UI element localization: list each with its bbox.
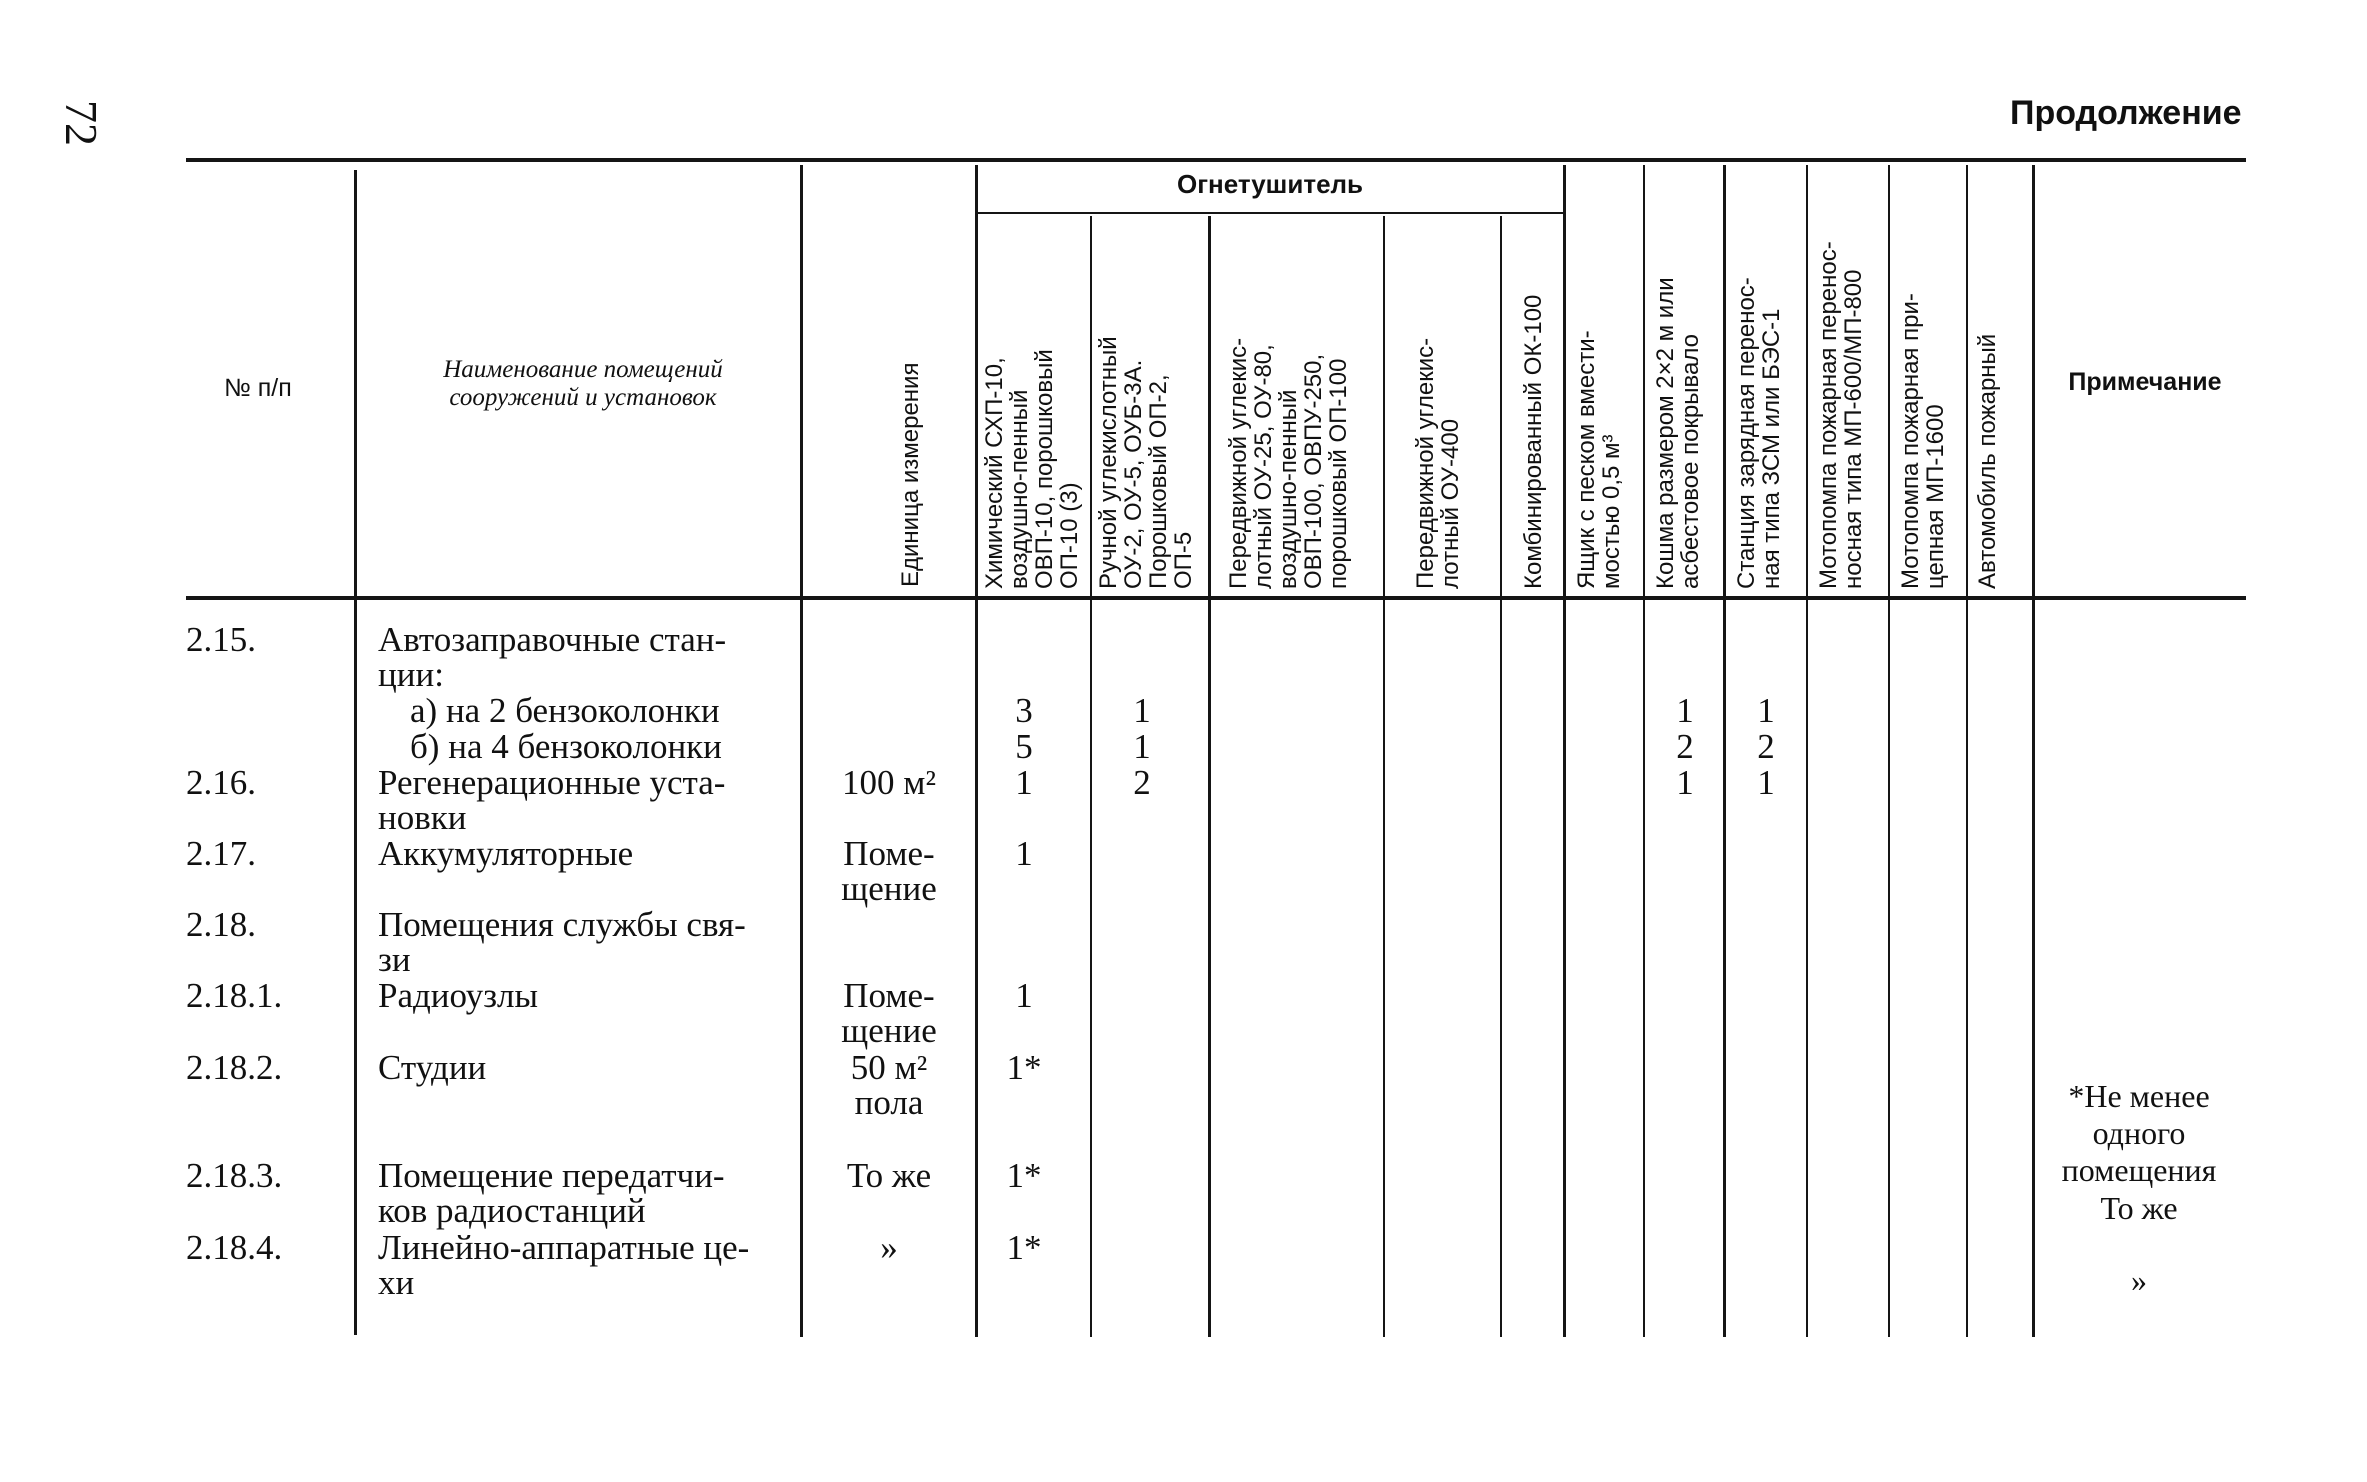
row-num: 2.18.1. [186,976,283,1015]
header-extinguisher-group: Огнетушитель [1176,169,1364,199]
header-auto-text: Автомобиль пожарный [1974,333,2001,589]
extinguisher-group-rule [975,212,1565,214]
continued-label: Продолжение [2010,94,2242,132]
row-val-chem: 1 [1015,976,1033,1015]
row-val-chem: 1 [1015,763,1033,802]
header-auto [1968,165,2032,593]
row-unit: То же [846,1156,932,1195]
row-val-chem: 3 [1015,691,1033,730]
header-mobile [1211,216,1383,593]
row-note: То же [2100,1190,2178,1226]
row-val-station: 1 [1757,691,1775,730]
header-manual-text: Ручной углекислотный ОУ-2, ОУ-5, ОУБ-3А. Порошковый ОП-2, ОП-5 [1095,336,1197,589]
row-num: 2.18.3. [186,1156,283,1195]
header-sand-text: Ящик с песком вмести- мостью 0,5 м³ [1573,330,1625,589]
header-unit [803,165,975,593]
row-name: Автозаправочные стан- ции: [378,620,727,694]
row-unit: » [880,1228,898,1267]
row-val-station: 2 [1757,727,1775,766]
header-felt-text: Кошма размером 2×2 м или асбестовое покрывало [1652,277,1704,589]
row-name: Помещения службы свя- зи [378,905,746,979]
col-line [354,170,357,1335]
header-mobile-text: Передвижной углекис- лотный ОУ-25, ОУ-80, воздушно-пенный ОВП-100, ОВПУ-250, порошковый ОП-100 [1225,337,1352,589]
header-mobile400-text: Передвижной углекис- лотный ОУ-400 [1412,337,1464,589]
header-num: № п/п [224,374,292,402]
row-num: 2.18.4. [186,1228,283,1267]
row-num: 2.17. [186,834,256,873]
row-unit: Поме- щение [841,976,937,1050]
row-val-manual: 1 [1133,727,1151,766]
row-num: 2.18.2. [186,1048,283,1087]
row-name: Линейно-аппаратные це- хи [378,1228,750,1302]
row-val-felt: 1 [1676,763,1694,802]
row-unit: Поме- щение [841,834,937,908]
header-pump-trailer [1890,165,1966,593]
header-chem [978,216,1090,593]
header-pump-trailer-text: Мотопомпа пожарная при- цепная МП-1600 [1897,293,1949,589]
row-val-chem: 1* [1006,1228,1042,1267]
header-unit-text: Единица измерения [897,362,924,587]
row-num: 2.15. [186,620,256,659]
header-mobile400 [1385,216,1500,593]
row-val-chem: 1* [1006,1048,1042,1087]
row-note: » [2131,1262,2147,1298]
row-val-felt: 2 [1676,727,1694,766]
header-pump-portable-text: Мотопомпа пожарная перенос- носная типа МП-600/МП-800 [1815,241,1867,589]
page-number: 72 [56,100,107,146]
row-unit: 50 м² пола [850,1048,928,1122]
row-name: б) на 4 бензоколонки [410,727,722,766]
row-num: 2.18. [186,905,256,944]
row-val-chem: 5 [1015,727,1033,766]
row-val-manual: 2 [1133,763,1151,802]
header-manual [1092,216,1208,593]
row-name: Помещение передатчи- ков радиостанций [378,1156,725,1230]
header-comb-text: Комбинированный ОК-100 [1520,294,1547,589]
header-station-text: Станция зарядная перенос- ная типа ЗСМ или БЭС-1 [1733,277,1785,589]
table-top-rule [186,158,2246,162]
row-note: *Не менее одного помещения [2061,1078,2217,1188]
header-sand [1566,165,1643,593]
row-val-station: 1 [1757,763,1775,802]
row-name: Регенерационные уста- новки [378,763,726,837]
row-name: Аккумуляторные [378,834,634,873]
row-name: а) на 2 бензоколонки [410,691,720,730]
header-name: Наименование помещений сооружений и установок [443,356,723,411]
header-bottom-rule [186,596,2246,600]
header-chem-text: Химический СХП-10, воздушно-пенный ОВП-10, порошковый ОП-10 (3) [981,349,1083,589]
header-felt [1645,165,1723,593]
row-val-chem: 1 [1015,834,1033,873]
col-line [2032,165,2035,1337]
header-comb [1502,216,1563,593]
header-note: Примечание [2068,368,2222,396]
header-pump-portable [1808,165,1888,593]
row-val-manual: 1 [1133,691,1151,730]
row-unit: 100 м² [842,763,936,802]
row-val-chem: 1* [1006,1156,1042,1195]
header-station [1726,165,1806,593]
row-name: Студии [378,1048,487,1087]
row-name: Радиоузлы [378,976,539,1015]
row-val-felt: 1 [1676,691,1694,730]
row-num: 2.16. [186,763,256,802]
